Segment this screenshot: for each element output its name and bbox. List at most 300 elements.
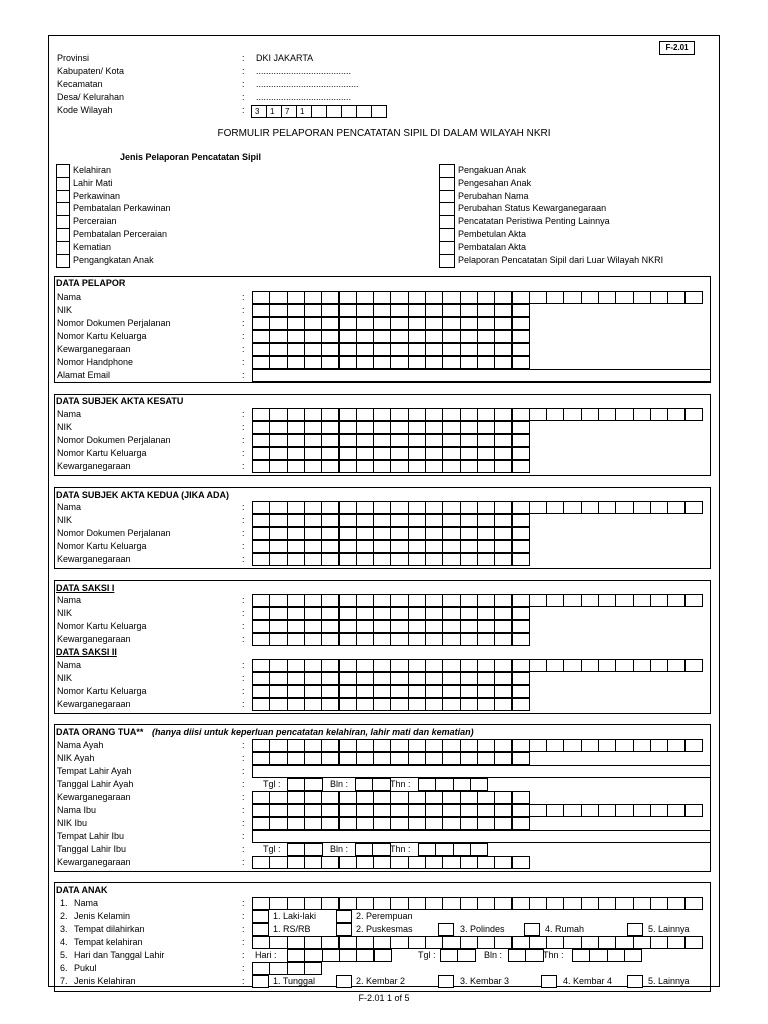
- subjek1-field-cell[interactable]: [287, 447, 305, 460]
- orangtua-cell[interactable]: [442, 752, 460, 765]
- pelapor-field-cell[interactable]: [373, 356, 391, 369]
- saksi1-field-cell[interactable]: [685, 594, 703, 607]
- subjek2-field-cell[interactable]: [460, 514, 478, 527]
- orangtua-cell[interactable]: [563, 739, 581, 752]
- pelapor-field-cell[interactable]: [425, 304, 443, 317]
- orangtua-cell[interactable]: [442, 856, 460, 869]
- subjek1-field-cell[interactable]: [269, 447, 287, 460]
- orangtua-cell[interactable]: [477, 791, 495, 804]
- saksi1-field-cell[interactable]: [615, 594, 633, 607]
- jk-checkbox[interactable]: [336, 910, 352, 923]
- thn-cell[interactable]: [418, 778, 436, 791]
- saksi1-field-cell[interactable]: [460, 620, 478, 633]
- pelapor-field-cell[interactable]: [304, 356, 322, 369]
- pelapor-field-cell[interactable]: [425, 330, 443, 343]
- pelapor-field-cell[interactable]: [563, 291, 581, 304]
- saksi2-field-cell[interactable]: [252, 685, 270, 698]
- anak-nama-cell[interactable]: [304, 897, 322, 910]
- pelapor-field-cell[interactable]: [252, 356, 270, 369]
- anak-nama-cell[interactable]: [356, 897, 374, 910]
- subjek2-field-cell[interactable]: [269, 501, 287, 514]
- subjek1-field-cell[interactable]: [339, 421, 357, 434]
- subjek2-field-cell[interactable]: [304, 527, 322, 540]
- subjek2-field-cell[interactable]: [546, 501, 564, 514]
- orangtua-cell[interactable]: [321, 856, 339, 869]
- kode-wilayah-digit[interactable]: [326, 105, 342, 118]
- saksi2-field-cell[interactable]: [339, 659, 357, 672]
- saksi1-field-cell[interactable]: [252, 594, 270, 607]
- subjek1-field-cell[interactable]: [321, 434, 339, 447]
- subjek1-field-cell[interactable]: [390, 460, 408, 473]
- pelapor-field-cell[interactable]: [650, 291, 668, 304]
- saksi2-field-cell[interactable]: [494, 672, 512, 685]
- saksi1-field-cell[interactable]: [581, 594, 599, 607]
- orangtua-cell[interactable]: [304, 739, 322, 752]
- tk-cell[interactable]: [304, 936, 322, 949]
- subjek2-field-cell[interactable]: [269, 527, 287, 540]
- subjek2-field-cell[interactable]: [460, 540, 478, 553]
- subjek1-field-cell[interactable]: [460, 408, 478, 421]
- saksi2-field-cell[interactable]: [546, 659, 564, 672]
- saksi2-field-cell[interactable]: [477, 685, 495, 698]
- pelapor-field-cell[interactable]: [252, 330, 270, 343]
- bln-cell[interactable]: [355, 843, 373, 856]
- anak-nama-cell[interactable]: [633, 897, 651, 910]
- tk-cell[interactable]: [512, 936, 530, 949]
- saksi1-field-cell[interactable]: [390, 620, 408, 633]
- hari-cell[interactable]: [356, 949, 374, 962]
- orangtua-cell[interactable]: [598, 804, 616, 817]
- orangtua-cell[interactable]: [512, 856, 530, 869]
- orangtua-cell[interactable]: [546, 739, 564, 752]
- saksi2-field-cell[interactable]: [321, 685, 339, 698]
- subjek2-field-cell[interactable]: [321, 527, 339, 540]
- saksi1-field-cell[interactable]: [494, 594, 512, 607]
- pelapor-field-cell[interactable]: [390, 343, 408, 356]
- orangtua-cell[interactable]: [339, 817, 357, 830]
- orangtua-cell[interactable]: [425, 817, 443, 830]
- saksi1-field-cell[interactable]: [356, 633, 374, 646]
- pelapor-field-cell[interactable]: [512, 317, 530, 330]
- orangtua-cell[interactable]: [494, 817, 512, 830]
- pelapor-field-cell[interactable]: [512, 343, 530, 356]
- pelapor-field-cell[interactable]: [269, 291, 287, 304]
- saksi2-field-cell[interactable]: [390, 685, 408, 698]
- subjek2-field-cell[interactable]: [442, 527, 460, 540]
- orangtua-cell[interactable]: [650, 739, 668, 752]
- anak-nama-cell[interactable]: [425, 897, 443, 910]
- pelapor-field-cell[interactable]: [512, 356, 530, 369]
- pelapor-field-cell[interactable]: [339, 356, 357, 369]
- orangtua-cell[interactable]: [356, 791, 374, 804]
- saksi2-field-cell[interactable]: [304, 659, 322, 672]
- saksi2-field-cell[interactable]: [494, 685, 512, 698]
- pelapor-field-cell[interactable]: [321, 317, 339, 330]
- orangtua-cell[interactable]: [408, 817, 426, 830]
- orangtua-cell[interactable]: [373, 791, 391, 804]
- saksi2-field-cell[interactable]: [321, 672, 339, 685]
- anak-nama-cell[interactable]: [667, 897, 685, 910]
- orangtua-cell[interactable]: [685, 804, 703, 817]
- orangtua-cell[interactable]: [460, 739, 478, 752]
- subjek1-field-cell[interactable]: [425, 434, 443, 447]
- subjek1-field-cell[interactable]: [650, 408, 668, 421]
- saksi2-field-cell[interactable]: [321, 659, 339, 672]
- subjek2-field-cell[interactable]: [287, 540, 305, 553]
- pelapor-field-cell[interactable]: [304, 304, 322, 317]
- saksi1-field-cell[interactable]: [304, 633, 322, 646]
- subjek1-field-cell[interactable]: [269, 421, 287, 434]
- orangtua-cell[interactable]: [460, 752, 478, 765]
- kode-wilayah-digit[interactable]: [371, 105, 387, 118]
- orangtua-cell[interactable]: [287, 752, 305, 765]
- orangtua-cell[interactable]: [356, 752, 374, 765]
- jkl-checkbox[interactable]: [438, 975, 454, 988]
- pelapor-field-cell[interactable]: [304, 291, 322, 304]
- saksi1-field-cell[interactable]: [390, 607, 408, 620]
- saksi1-field-cell[interactable]: [425, 633, 443, 646]
- anak-nama-cell[interactable]: [546, 897, 564, 910]
- pelapor-field-cell[interactable]: [356, 330, 374, 343]
- subjek1-field-cell[interactable]: [390, 408, 408, 421]
- anak-nama-cell[interactable]: [477, 897, 495, 910]
- saksi2-field-cell[interactable]: [442, 685, 460, 698]
- orangtua-cell[interactable]: [390, 804, 408, 817]
- subjek1-field-cell[interactable]: [287, 408, 305, 421]
- saksi2-field-cell[interactable]: [373, 698, 391, 711]
- subjek1-field-cell[interactable]: [339, 408, 357, 421]
- saksi1-field-cell[interactable]: [373, 607, 391, 620]
- saksi2-field-cell[interactable]: [563, 659, 581, 672]
- subjek2-field-cell[interactable]: [512, 527, 530, 540]
- subjek2-field-cell[interactable]: [581, 501, 599, 514]
- saksi1-field-cell[interactable]: [494, 633, 512, 646]
- anak-nama-cell[interactable]: [512, 897, 530, 910]
- orangtua-cell[interactable]: [477, 804, 495, 817]
- orangtua-cell[interactable]: [269, 791, 287, 804]
- subjek2-field-cell[interactable]: [304, 540, 322, 553]
- saksi1-field-cell[interactable]: [269, 620, 287, 633]
- saksi1-field-cell[interactable]: [287, 607, 305, 620]
- subjek2-field-cell[interactable]: [425, 514, 443, 527]
- pelapor-field-cell[interactable]: [304, 330, 322, 343]
- saksi2-field-cell[interactable]: [425, 659, 443, 672]
- tk-cell[interactable]: [442, 936, 460, 949]
- subjek2-field-cell[interactable]: [494, 514, 512, 527]
- orangtua-field[interactable]: [252, 830, 711, 843]
- subjek2-field-cell[interactable]: [425, 501, 443, 514]
- orangtua-cell[interactable]: [321, 791, 339, 804]
- tk-cell[interactable]: [667, 936, 685, 949]
- anak-nama-cell[interactable]: [598, 897, 616, 910]
- subjek2-field-cell[interactable]: [356, 527, 374, 540]
- subjek1-field-cell[interactable]: [425, 447, 443, 460]
- tk-cell[interactable]: [425, 936, 443, 949]
- saksi1-field-cell[interactable]: [356, 607, 374, 620]
- pelapor-field-cell[interactable]: [477, 343, 495, 356]
- subjek1-field-cell[interactable]: [321, 421, 339, 434]
- saksi2-field-cell[interactable]: [442, 698, 460, 711]
- saksi2-field-cell[interactable]: [373, 672, 391, 685]
- orangtua-cell[interactable]: [563, 804, 581, 817]
- subjek2-field-cell[interactable]: [460, 527, 478, 540]
- tk-cell[interactable]: [633, 936, 651, 949]
- subjek2-field-cell[interactable]: [667, 501, 685, 514]
- pelapor-field-cell[interactable]: [460, 317, 478, 330]
- thn-cell[interactable]: [572, 949, 590, 962]
- orangtua-cell[interactable]: [685, 739, 703, 752]
- orangtua-cell[interactable]: [546, 804, 564, 817]
- subjek1-field-cell[interactable]: [356, 460, 374, 473]
- orangtua-cell[interactable]: [304, 791, 322, 804]
- subjek1-field-cell[interactable]: [373, 460, 391, 473]
- saksi2-field-cell[interactable]: [494, 659, 512, 672]
- orangtua-cell[interactable]: [477, 739, 495, 752]
- pelapor-field-cell[interactable]: [304, 317, 322, 330]
- subjek2-field-cell[interactable]: [287, 514, 305, 527]
- subjek1-field-cell[interactable]: [442, 408, 460, 421]
- orangtua-cell[interactable]: [477, 752, 495, 765]
- subjek1-field-cell[interactable]: [529, 408, 547, 421]
- subjek2-field-cell[interactable]: [390, 540, 408, 553]
- pelapor-field-cell[interactable]: [252, 291, 270, 304]
- orangtua-cell[interactable]: [494, 804, 512, 817]
- pelapor-field-cell[interactable]: [269, 343, 287, 356]
- saksi2-field-cell[interactable]: [460, 659, 478, 672]
- subjek1-field-cell[interactable]: [304, 447, 322, 460]
- subjek1-field-cell[interactable]: [685, 408, 703, 421]
- saksi1-field-cell[interactable]: [477, 607, 495, 620]
- pelapor-field-cell[interactable]: [373, 304, 391, 317]
- kode-wilayah-digit[interactable]: 1: [296, 105, 312, 118]
- orangtua-cell[interactable]: [304, 752, 322, 765]
- pelapor-field-cell[interactable]: [581, 291, 599, 304]
- orangtua-cell[interactable]: [356, 856, 374, 869]
- orangtua-cell[interactable]: [339, 791, 357, 804]
- saksi2-field-cell[interactable]: [408, 672, 426, 685]
- subjek2-field-cell[interactable]: [408, 501, 426, 514]
- saksi2-field-cell[interactable]: [650, 659, 668, 672]
- subjek1-field-cell[interactable]: [512, 421, 530, 434]
- thn-cell[interactable]: [435, 843, 453, 856]
- orangtua-cell[interactable]: [494, 791, 512, 804]
- pelapor-field-cell[interactable]: [269, 356, 287, 369]
- saksi2-field-cell[interactable]: [685, 659, 703, 672]
- anak-nama-cell[interactable]: [287, 897, 305, 910]
- subjek1-field-cell[interactable]: [252, 421, 270, 434]
- td-checkbox[interactable]: [336, 923, 352, 936]
- subjek1-field-cell[interactable]: [408, 434, 426, 447]
- saksi1-field-cell[interactable]: [512, 594, 530, 607]
- orangtua-cell[interactable]: [373, 752, 391, 765]
- orangtua-cell[interactable]: [356, 739, 374, 752]
- subjek2-field-cell[interactable]: [390, 514, 408, 527]
- pukul-cell[interactable]: [304, 962, 322, 975]
- saksi2-field-cell[interactable]: [408, 685, 426, 698]
- subjek2-field-cell[interactable]: [304, 553, 322, 566]
- orangtua-cell[interactable]: [269, 752, 287, 765]
- pelapor-field-cell[interactable]: [460, 330, 478, 343]
- subjek1-field-cell[interactable]: [477, 408, 495, 421]
- jk-code-cell[interactable]: [252, 910, 269, 923]
- subjek1-field-cell[interactable]: [304, 408, 322, 421]
- saksi1-field-cell[interactable]: [304, 607, 322, 620]
- orangtua-cell[interactable]: [442, 817, 460, 830]
- subjek2-field-cell[interactable]: [269, 553, 287, 566]
- saksi2-field-cell[interactable]: [339, 685, 357, 698]
- pelapor-field-cell[interactable]: [477, 356, 495, 369]
- saksi2-field-cell[interactable]: [425, 698, 443, 711]
- orangtua-cell[interactable]: [494, 856, 512, 869]
- pelapor-field-cell[interactable]: [287, 356, 305, 369]
- saksi1-field-cell[interactable]: [598, 594, 616, 607]
- saksi1-field-cell[interactable]: [269, 633, 287, 646]
- saksi1-field-cell[interactable]: [512, 633, 530, 646]
- subjek2-field-cell[interactable]: [494, 553, 512, 566]
- subjek1-field-cell[interactable]: [546, 408, 564, 421]
- pelapor-field-cell[interactable]: [269, 330, 287, 343]
- subjek2-field-cell[interactable]: [287, 553, 305, 566]
- subjek1-field-cell[interactable]: [425, 460, 443, 473]
- subjek1-field-cell[interactable]: [373, 421, 391, 434]
- tgl-cell[interactable]: [287, 843, 305, 856]
- subjek2-field-cell[interactable]: [512, 553, 530, 566]
- subjek2-field-cell[interactable]: [425, 553, 443, 566]
- anak-nama-cell[interactable]: [529, 897, 547, 910]
- thn-cell[interactable]: [453, 778, 471, 791]
- subjek1-field-cell[interactable]: [269, 434, 287, 447]
- subjek2-field-cell[interactable]: [287, 527, 305, 540]
- saksi2-field-cell[interactable]: [287, 659, 305, 672]
- orangtua-cell[interactable]: [356, 804, 374, 817]
- orangtua-cell[interactable]: [615, 804, 633, 817]
- orangtua-cell[interactable]: [321, 804, 339, 817]
- tgl-cell[interactable]: [440, 949, 458, 962]
- orangtua-cell[interactable]: [252, 739, 270, 752]
- orangtua-cell[interactable]: [390, 791, 408, 804]
- pelapor-field-cell[interactable]: [477, 330, 495, 343]
- pelapor-field-cell[interactable]: [477, 304, 495, 317]
- saksi2-field-cell[interactable]: [269, 698, 287, 711]
- saksi2-field-cell[interactable]: [269, 672, 287, 685]
- subjek2-field-cell[interactable]: [408, 514, 426, 527]
- pelapor-field-cell[interactable]: [460, 291, 478, 304]
- jkl-code-cell[interactable]: [252, 975, 269, 988]
- saksi1-field-cell[interactable]: [356, 594, 374, 607]
- subjek2-field-cell[interactable]: [494, 501, 512, 514]
- orangtua-cell[interactable]: [339, 752, 357, 765]
- pelapor-field-cell[interactable]: [512, 291, 530, 304]
- anak-nama-cell[interactable]: [373, 897, 391, 910]
- saksi2-field-cell[interactable]: [287, 698, 305, 711]
- saksi1-field-cell[interactable]: [408, 633, 426, 646]
- saksi1-field-cell[interactable]: [512, 620, 530, 633]
- subjek2-field-cell[interactable]: [304, 501, 322, 514]
- subjek1-field-cell[interactable]: [408, 408, 426, 421]
- saksi2-field-cell[interactable]: [252, 672, 270, 685]
- orangtua-cell[interactable]: [512, 817, 530, 830]
- subjek2-field-cell[interactable]: [598, 501, 616, 514]
- saksi2-field-cell[interactable]: [494, 698, 512, 711]
- subjek1-field-cell[interactable]: [442, 460, 460, 473]
- pelapor-field-cell[interactable]: [477, 291, 495, 304]
- subjek2-field-cell[interactable]: [390, 527, 408, 540]
- subjek1-field-cell[interactable]: [321, 447, 339, 460]
- orangtua-cell[interactable]: [512, 804, 530, 817]
- tk-cell[interactable]: [546, 936, 564, 949]
- pelapor-field-cell[interactable]: [425, 343, 443, 356]
- saksi2-field-cell[interactable]: [339, 698, 357, 711]
- pelapor-field-cell[interactable]: [494, 291, 512, 304]
- saksi1-field-cell[interactable]: [321, 620, 339, 633]
- subjek1-field-cell[interactable]: [269, 460, 287, 473]
- orangtua-cell[interactable]: [252, 817, 270, 830]
- saksi2-field-cell[interactable]: [512, 698, 530, 711]
- anak-nama-cell[interactable]: [581, 897, 599, 910]
- pelapor-field-cell[interactable]: [408, 343, 426, 356]
- orangtua-cell[interactable]: [339, 856, 357, 869]
- subjek2-field-cell[interactable]: [356, 514, 374, 527]
- pelapor-field-cell[interactable]: [685, 291, 703, 304]
- pelapor-field-cell[interactable]: [529, 291, 547, 304]
- saksi2-field-cell[interactable]: [633, 659, 651, 672]
- orangtua-cell[interactable]: [252, 804, 270, 817]
- subjek2-field-cell[interactable]: [321, 514, 339, 527]
- subjek2-field-cell[interactable]: [477, 514, 495, 527]
- subjek2-field-cell[interactable]: [460, 553, 478, 566]
- subjek1-field-cell[interactable]: [287, 421, 305, 434]
- td-checkbox[interactable]: [524, 923, 540, 936]
- pelapor-field-cell[interactable]: [408, 356, 426, 369]
- saksi1-field-cell[interactable]: [356, 620, 374, 633]
- tk-cell[interactable]: [529, 936, 547, 949]
- pelapor-field-cell[interactable]: [425, 317, 443, 330]
- anak-nama-cell[interactable]: [442, 897, 460, 910]
- saksi2-field-cell[interactable]: [408, 698, 426, 711]
- saksi1-field-cell[interactable]: [408, 620, 426, 633]
- kode-wilayah-digit[interactable]: [311, 105, 327, 118]
- pelapor-field-cell[interactable]: [373, 343, 391, 356]
- pelapor-field-cell[interactable]: [667, 291, 685, 304]
- pukul-cell[interactable]: [287, 962, 305, 975]
- subjek1-field-cell[interactable]: [321, 460, 339, 473]
- subjek1-field-cell[interactable]: [494, 434, 512, 447]
- orangtua-cell[interactable]: [287, 791, 305, 804]
- saksi2-field-cell[interactable]: [390, 698, 408, 711]
- pelapor-field-cell[interactable]: [321, 330, 339, 343]
- subjek1-field-cell[interactable]: [494, 421, 512, 434]
- subjek2-field-cell[interactable]: [373, 501, 391, 514]
- subjek2-field-cell[interactable]: [477, 540, 495, 553]
- subjek2-field-cell[interactable]: [390, 553, 408, 566]
- subjek1-field-cell[interactable]: [460, 447, 478, 460]
- orangtua-cell[interactable]: [373, 739, 391, 752]
- jenis-checkbox[interactable]: [439, 254, 455, 268]
- orangtua-cell[interactable]: [512, 791, 530, 804]
- subjek2-field-cell[interactable]: [269, 540, 287, 553]
- bln-cell[interactable]: [372, 778, 390, 791]
- saksi2-field-cell[interactable]: [356, 685, 374, 698]
- orangtua-cell[interactable]: [287, 739, 305, 752]
- pelapor-field-cell[interactable]: [321, 356, 339, 369]
- saksi2-field-cell[interactable]: [667, 659, 685, 672]
- saksi2-field-cell[interactable]: [615, 659, 633, 672]
- pelapor-field-cell[interactable]: [269, 317, 287, 330]
- subjek1-field-cell[interactable]: [252, 434, 270, 447]
- saksi2-field-cell[interactable]: [442, 659, 460, 672]
- pelapor-field-cell[interactable]: [390, 356, 408, 369]
- saksi2-field-cell[interactable]: [252, 659, 270, 672]
